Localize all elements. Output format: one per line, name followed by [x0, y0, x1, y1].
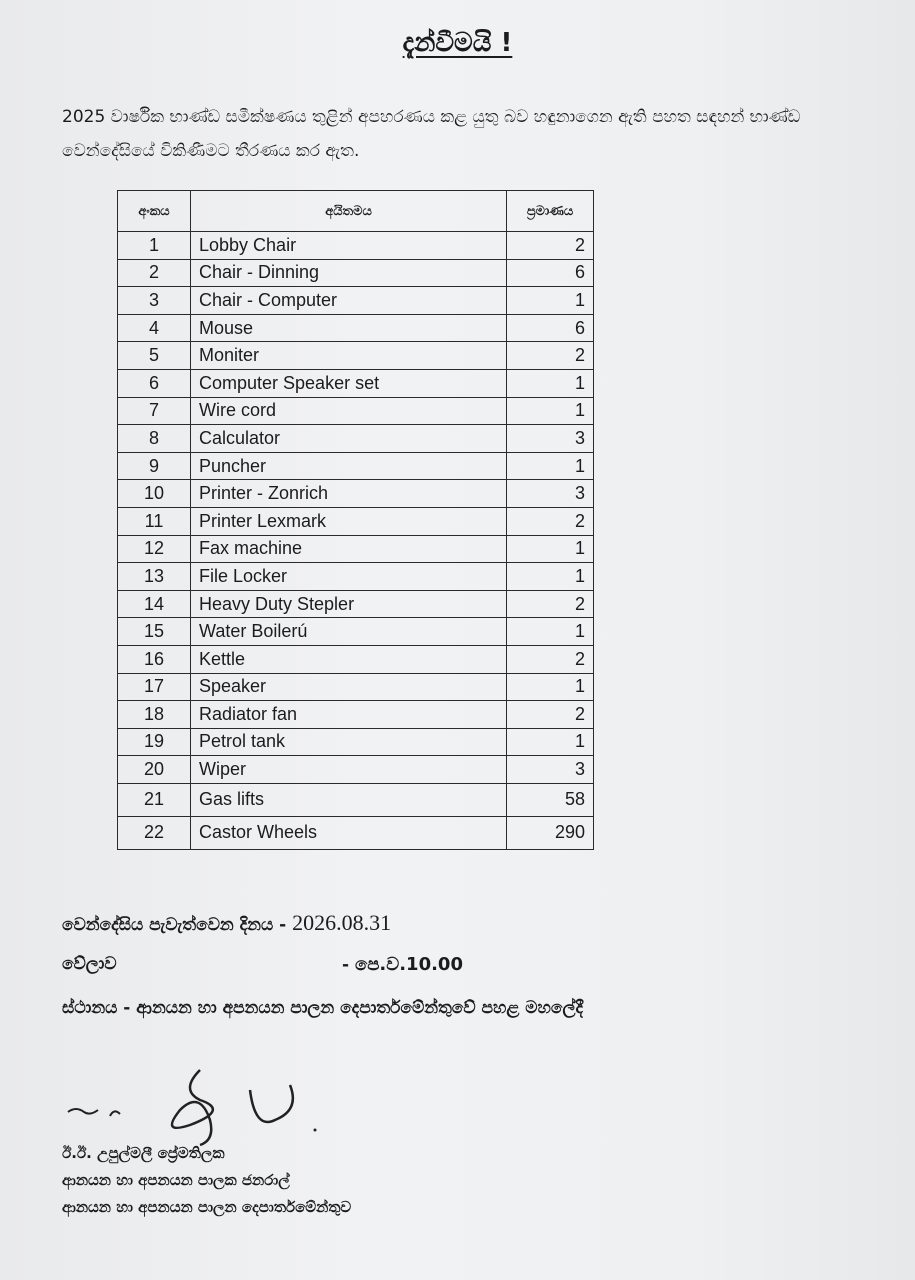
- table-row: [118, 756, 594, 784]
- row-number-cell: 9: [118, 452, 191, 480]
- row-item-cell: Chair - Dinning: [191, 259, 507, 287]
- row-number-cell: 18: [118, 701, 191, 729]
- row-item-cell: Printer - Zonrich: [191, 480, 507, 508]
- row-item-cell: Heavy Duty Stepler: [191, 590, 507, 618]
- row-item-cell: Wire cord: [191, 397, 507, 425]
- row-number-cell: 13: [118, 563, 191, 591]
- row-quantity-cell: 2: [507, 232, 594, 260]
- table-row: [118, 590, 594, 618]
- table-row: [118, 369, 594, 397]
- items-table: [117, 190, 594, 850]
- row-quantity-cell: 6: [507, 314, 594, 342]
- header-qty: ප්‍රමාණය: [507, 191, 594, 232]
- notice-title: දැන්වීමයි !: [402, 28, 513, 58]
- row-number-cell: 22: [118, 816, 191, 849]
- row-quantity-cell: 2: [507, 342, 594, 370]
- row-number-cell: 5: [118, 342, 191, 370]
- signer-name: ඊ.ඊ. උපුල්මලී ප්‍රේමතිලක: [62, 1144, 225, 1162]
- row-number-cell: 17: [118, 673, 191, 701]
- header-no: අංකය: [118, 191, 191, 232]
- table-row: [118, 232, 594, 260]
- row-quantity-cell: 2: [507, 507, 594, 535]
- signer-designation: ආනයන හා අපනයන පාලක ජනරාල්: [62, 1171, 290, 1189]
- row-number-cell: 2: [118, 259, 191, 287]
- table-row: [118, 618, 594, 646]
- row-number-cell: 15: [118, 618, 191, 646]
- row-number-cell: 19: [118, 728, 191, 756]
- table-row: [118, 563, 594, 591]
- table-row: [118, 342, 594, 370]
- table-row: [118, 452, 594, 480]
- row-quantity-cell: 2: [507, 590, 594, 618]
- row-number-cell: 3: [118, 287, 191, 315]
- table-header-row: [118, 191, 594, 232]
- row-quantity-cell: 1: [507, 397, 594, 425]
- row-number-cell: 6: [118, 369, 191, 397]
- table-row: [118, 701, 594, 729]
- row-item-cell: Puncher: [191, 452, 507, 480]
- table-row: [118, 287, 594, 315]
- row-number-cell: 14: [118, 590, 191, 618]
- row-quantity-cell: 1: [507, 535, 594, 563]
- row-quantity-cell: 3: [507, 425, 594, 453]
- row-item-cell: Moniter: [191, 342, 507, 370]
- table-row: [118, 314, 594, 342]
- table-row: [118, 425, 594, 453]
- table-row: [118, 259, 594, 287]
- row-number-cell: 10: [118, 480, 191, 508]
- row-item-cell: Wiper: [191, 756, 507, 784]
- row-quantity-cell: 1: [507, 618, 594, 646]
- row-quantity-cell: 1: [507, 287, 594, 315]
- row-quantity-cell: 3: [507, 756, 594, 784]
- row-item-cell: Radiator fan: [191, 701, 507, 729]
- row-quantity-cell: 1: [507, 563, 594, 591]
- signature-image: [60, 1060, 340, 1150]
- row-number-cell: 7: [118, 397, 191, 425]
- table-row: [118, 728, 594, 756]
- row-number-cell: 21: [118, 783, 191, 816]
- row-number-cell: 16: [118, 645, 191, 673]
- row-item-cell: Mouse: [191, 314, 507, 342]
- auction-date: වෙන්දේසිය පැවැත්වෙන දිනය - 2026.08.31: [62, 910, 392, 935]
- table-row: [118, 480, 594, 508]
- row-quantity-cell: 290: [507, 816, 594, 849]
- signer-block: [62, 1140, 351, 1221]
- row-quantity-cell: 2: [507, 701, 594, 729]
- table-row: [118, 783, 594, 816]
- row-number-cell: 1: [118, 232, 191, 260]
- auction-time: වේලාව - පෙ.ව.10.00: [62, 954, 463, 975]
- table-row: [118, 816, 594, 849]
- row-quantity-cell: 6: [507, 259, 594, 287]
- table-row: [118, 645, 594, 673]
- row-item-cell: Kettle: [191, 645, 507, 673]
- row-item-cell: Computer Speaker set: [191, 369, 507, 397]
- auction-place: ස්ථානය - ආනයන හා අපනයන පාලන දෙපාර්තමේන්තුවේ පහළ මහලේදී: [62, 998, 584, 1018]
- intro-paragraph: 2025 වාර්ෂික භාණ්ඩ සමීක්ෂණය තුළින් අපහරණය කළ යුතු බව හඳුනාගෙන ඇති පහත සඳහන් භාණ්ඩ වෙන්දේසියේ විකිණීමට තීරණය කර ඇත.: [62, 107, 801, 161]
- row-item-cell: Fax machine: [191, 535, 507, 563]
- row-item-cell: Water Boilerú: [191, 618, 507, 646]
- row-quantity-cell: 1: [507, 452, 594, 480]
- signer-department: ආනයන හා අපනයන පාලන දෙපාර්තමේන්තුව: [62, 1198, 352, 1216]
- table-row: [118, 535, 594, 563]
- row-item-cell: Gas lifts: [191, 783, 507, 816]
- row-item-cell: Petrol tank: [191, 728, 507, 756]
- row-quantity-cell: 2: [507, 645, 594, 673]
- table-row: [118, 673, 594, 701]
- row-quantity-cell: 1: [507, 369, 594, 397]
- row-quantity-cell: 3: [507, 480, 594, 508]
- row-item-cell: Printer Lexmark: [191, 507, 507, 535]
- row-item-cell: Lobby Chair: [191, 232, 507, 260]
- row-quantity-cell: 58: [507, 783, 594, 816]
- row-item-cell: File Locker: [191, 563, 507, 591]
- row-quantity-cell: 1: [507, 673, 594, 701]
- row-number-cell: 8: [118, 425, 191, 453]
- row-number-cell: 20: [118, 756, 191, 784]
- table-row: [118, 507, 594, 535]
- row-item-cell: Chair - Computer: [191, 287, 507, 315]
- table-row: [118, 397, 594, 425]
- row-number-cell: 11: [118, 507, 191, 535]
- header-item: අයිතමය: [191, 191, 507, 232]
- row-item-cell: Calculator: [191, 425, 507, 453]
- row-item-cell: Speaker: [191, 673, 507, 701]
- row-quantity-cell: 1: [507, 728, 594, 756]
- row-item-cell: Castor Wheels: [191, 816, 507, 849]
- row-number-cell: 12: [118, 535, 191, 563]
- row-number-cell: 4: [118, 314, 191, 342]
- table-body: [118, 232, 594, 850]
